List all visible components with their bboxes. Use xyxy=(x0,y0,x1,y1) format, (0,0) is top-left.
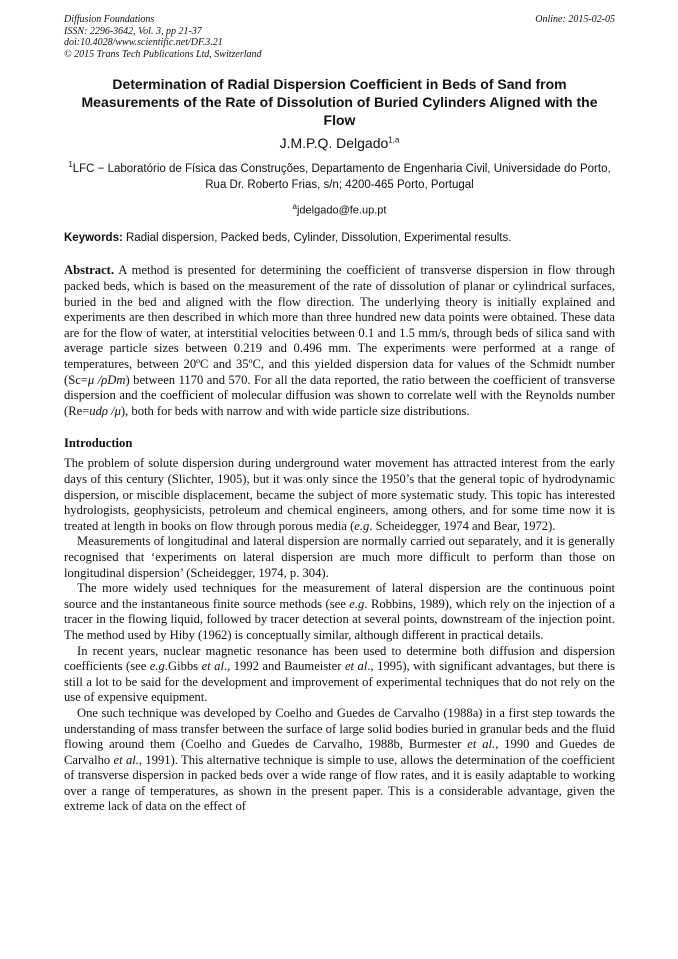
online-date: Online: 2015-02-05 xyxy=(535,14,615,25)
reynolds-formula: udρ /μ xyxy=(89,403,121,418)
abstract xyxy=(64,263,615,419)
author-name: J.M.P.Q. Delgado xyxy=(279,135,389,151)
affiliation-sup: 1 xyxy=(68,160,73,169)
paragraph-4 xyxy=(64,644,615,706)
email-address: jdelgado@fe.up.pt xyxy=(296,204,387,217)
introduction-body xyxy=(64,456,615,815)
p5-etal-2: et al. xyxy=(113,752,139,767)
p5-text-c: , 1991). This alternative technique is simple to use, allows the determination of the coefficient of transverse dispersion in packed beds over a wide range of flow rates, and it is easily adaptable to working over a range of temperatures, as shown in the present paper. This is a considerable advantage, given the extreme lack of data on the effect of xyxy=(64,752,616,814)
keywords-label: Keywords: xyxy=(64,232,123,245)
paragraph-2: Measurements of longitudinal and lateral dispersion are normally carried out separately, and it is generally recognised that ‘experiments on lateral dispersion are much more difficult to perform than those on longitudinal dispersion’ (Scheidegger, 1974, p. 304). xyxy=(64,534,615,580)
p5-text-a: One such technique was developed by Coelho and Guedes de Carvalho (1988a) in a first step towards the understanding of mass transfer between the surface of large solid bodies buried in granular beds and the fluid flowing around them (Coelho and Guedes de Carvalho, 1988b, Burmester xyxy=(64,705,615,752)
schmidt-formula: μ /ρDm xyxy=(87,372,126,387)
p4-text-b: .Gibbs xyxy=(164,659,202,674)
p3-eg: e.g xyxy=(349,596,365,611)
email xyxy=(64,202,615,217)
p4-etal-2: et al xyxy=(344,659,368,674)
paragraph-1 xyxy=(64,456,615,534)
p4-text-a: In recent years, nuclear magnetic resonance has been used to determine both diffusion and dispersion coefficients (see xyxy=(64,643,615,674)
p4-eg: e.g xyxy=(149,659,165,674)
page xyxy=(64,14,615,815)
doi: doi:10.4028/www.scientific.net/DF.3.21 xyxy=(64,37,223,48)
p4-etal-1: et al xyxy=(201,659,224,674)
issn: ISSN: 2296-3642, Vol. 3, pp 21-37 xyxy=(64,25,202,37)
p3-text-a: The more widely used techniques for the measurement of lateral dispersion are the continuous point source and the instantaneous finite source methods (see xyxy=(64,581,615,611)
copyright: © 2015 Trans Tech Publications Ltd, Switzerland xyxy=(64,48,262,60)
p5-etal-1: et al. xyxy=(467,737,496,752)
keywords xyxy=(64,232,615,244)
p3-text-b: . Robbins, 1989), which rely on the injection of a tracer in the flowing liquid, followed by tracer detection at several points, downstream of the injection point. The method used by Hiby (1962) is conceptually similar, although different in practical details. xyxy=(64,596,615,642)
p1-text: The problem of solute dispersion during underground water movement has attracted interest from the early days of this century (Slichter, 1905), but it was only since the 1950’s that the general topic of hydrodynamic dispersion, or miscible displacement, became the subject of more systematic study. This topic has interested hydrologists, geophysicists, petroleum and chemical engineers, among others, and for some time now it is treated at length in books on flow through porous media ( xyxy=(64,456,615,533)
p1-eg: e.g xyxy=(354,518,370,533)
paper-title: Determination of Radial Dispersion Coefficient in Beds of Sand from Measurements of the Rate of Dissolution of Buried Cylinders Aligned with the Flow xyxy=(81,76,598,128)
abstract-text-1: A method is presented for determining the coefficient of transverse dispersion in flow through packed beds, which is based on the measurement of the rate of dissolution of planar or cylindrical surfaces, buried in the bed and aligned with the flow direction. The underlying theory is initially explained and experiments are then described in which more than three hundred new data points were obtained. These data are for the flow of water, at interstitial velocities between 0.1 and 1.5 mm/s, through beds of silica sand with average particle sizes between 0.219 and 0.496 mm. The experiments were performed at a range of temperatures, between 20ºC and 35ºC, and this yielded dispersion data for values of the Schmidt number (Sc= xyxy=(64,263,615,387)
paragraph-3 xyxy=(64,581,615,643)
p4-text-d: ., 1995), with significant advantages, but there is still a lot to be said for the development and improvement of experimental techniques that do not rely on the use of expensive equipment. xyxy=(64,659,615,705)
abstract-text-3: ), both for beds with narrow and with wide particle size distributions. xyxy=(120,403,470,418)
p5-text-b: , 1990 and Guedes de Carvalho xyxy=(64,737,615,767)
keywords-text: Radial dispersion, Packed beds, Cylinder, Dissolution, Experimental results. xyxy=(122,232,512,245)
paragraph-5 xyxy=(64,706,615,815)
abstract-label: Abstract. xyxy=(64,263,115,278)
abstract-text-2: ) between 1170 and 570. For all the data reported, the ratio between the coefficient of transverse dispersion and the coefficient of molecular diffusion was shown to correlate well with the Reynolds number (Re= xyxy=(64,372,615,418)
p1-end: . Scheidegger, 1974 and Bear, 1972). xyxy=(369,518,556,533)
journal-header xyxy=(64,14,615,60)
section-heading-introduction: Introduction xyxy=(64,436,133,451)
affiliation-text: LFC − Laboratório de Física das Construções, Departamento de Engenharia Civil, Universidade do Porto, Rua Dr. Roberto Frias, s/n; 4200-465 Porto, Portugal xyxy=(72,162,611,191)
affiliation xyxy=(64,157,615,193)
journal-name: Diffusion Foundations xyxy=(64,14,155,25)
author-line xyxy=(64,135,615,151)
author-sup: 1,a xyxy=(388,135,400,145)
email-sup: a xyxy=(292,201,297,211)
p4-text-c: ., 1992 and Baumeister xyxy=(223,659,345,674)
